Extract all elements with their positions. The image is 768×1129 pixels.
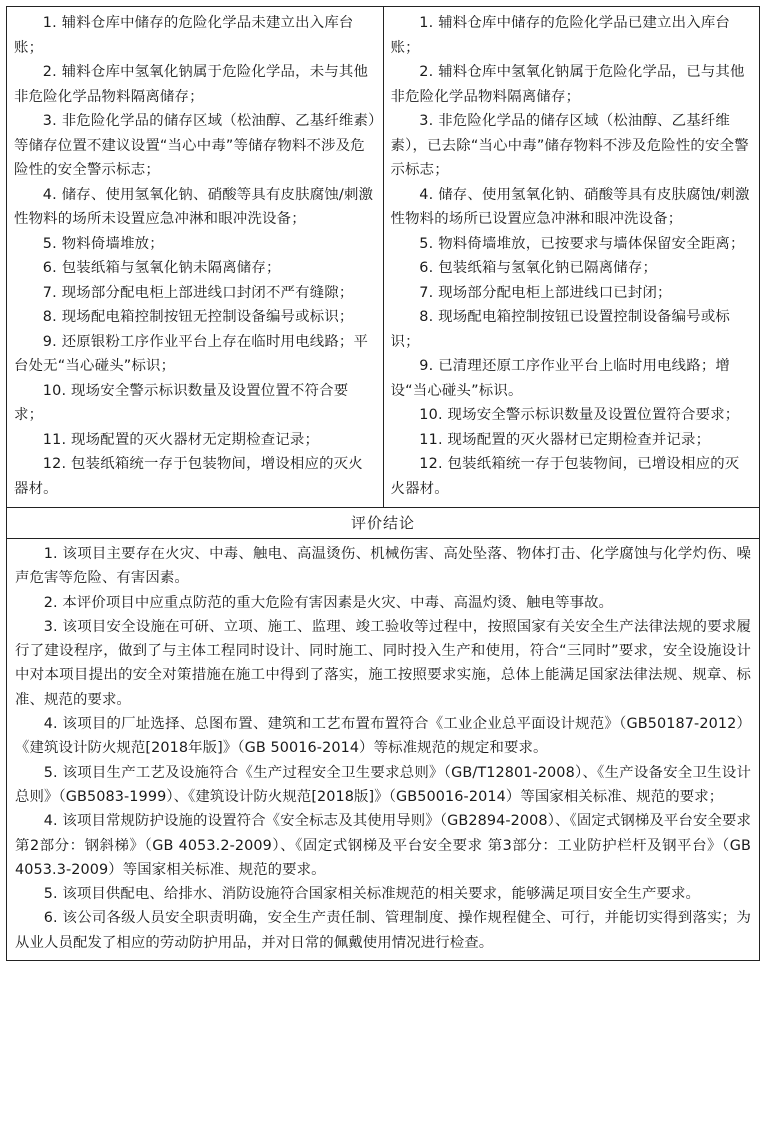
conclusion-paragraph: 2. 本评价项目中应重点防范的重大危险有害因素是火灾、中毒、高温灼烫、触电等事故。	[43, 594, 614, 611]
issue-item: 9. 还原银粉工序作业平台上存在临时用电线路；平台处无“当心碰头”标识；	[14, 333, 369, 374]
issue-item: 7. 现场部分配电柜上部进线口封闭不严有缝隙；	[42, 284, 354, 301]
rectification-row	[7, 7, 760, 508]
fix-item: 12. 包装纸箱统一存于包装物间，已增设相应的灭火器材。	[390, 456, 740, 497]
conclusion-paragraph: 5. 该项目供配电、给排水、消防设施符合国家相关标准规范的相关要求，能够满足项目安全生产要求。	[43, 886, 700, 903]
issue-item: 12. 包装纸箱统一存于包装物间，增设相应的灭火器材。	[14, 456, 363, 497]
issue-item: 2. 辅料仓库中氢氧化钠属于危险化学品，未与其他非危险化学品物料隔离储存；	[14, 64, 369, 105]
issue-item: 10. 现场安全警示标识数量及设置位置不符合要求；	[14, 382, 349, 423]
fix-item: 6. 包装纸箱与氢氧化钠已隔离储存；	[419, 260, 658, 276]
fix-item: 8. 现场配电箱控制按钮已设置控制设备编号或标识；	[390, 309, 731, 350]
fix-item: 2. 辅料仓库中氢氧化钠属于危险化学品，已与其他非危险化学品物料隔离储存；	[390, 64, 745, 105]
conclusion-paragraph: 3. 该项目安全设施在可研、立项、施工、监理、竣工验收等过程中，按照国家有关安全生产法律法规的要求履行了建设程序，做到了与主体工程同时设计、同时施工、同时投入生产和使用，符合“三同时”要求，安全设施设计中对本项目提出的安全对策措施在施工中得到了落实，施工按照要求实施，总体上能满足国家法律法规、规章、标准、规范的要求。	[15, 618, 751, 708]
fix-item: 1. 辅料仓库中储存的危险化学品已建立出入库台账；	[390, 15, 731, 56]
conclusion-paragraph: 4. 该项目的厂址选择、总图布置、建筑和工艺布置布置符合《工业企业总平面设计规范》（GB50187-2012）《建筑设计防火规范[2018年版]》（GB 50016-2014）等标准规范的规定和要求。	[15, 716, 751, 757]
conclusion-paragraph: 1. 该项目主要存在火灾、中毒、触电、高温烫伤、机械伤害、高处坠落、物体打击、化学腐蚀与化学灼伤、噪声危害等危险、有害因素。	[15, 546, 751, 587]
conclusion-paragraph: 6. 该公司各级人员安全职责明确，安全生产责任制、管理制度、操作规程健全、可行，并能切实得到落实；为从业人员配发了相应的劳动防护用品，并对日常的佩戴使用情况进行检查。	[15, 910, 751, 951]
fix-item: 7. 现场部分配电柜上部进线口已封闭；	[419, 284, 672, 301]
fix-item: 5. 物料倚墙堆放，已按要求与墙体保留安全距离；	[419, 235, 745, 252]
document-page	[6, 6, 760, 961]
fixes-column	[383, 7, 760, 508]
fix-item: 11. 现场配置的灭火器材已定期检查并记录；	[419, 431, 711, 448]
issue-item: 5. 物料倚墙堆放；	[42, 235, 164, 252]
issue-item: 6. 包装纸箱与氢氧化钠未隔离储存；	[42, 260, 281, 276]
conclusion-paragraph: 5. 该项目生产工艺及设施符合《生产过程安全卫生要求总则》（GB/T12801-2008）、《生产设备安全卫生设计总则》（GB5083-1999）、《建筑设计防火规范[2018版]》（GB50016-2014）等国家相关标准、规范的要求；	[15, 764, 751, 805]
fix-item: 3. 非危险化学品的储存区域（松油醇、乙基纤维素），已去除“当心中毒”储存物料不涉及危险性的安全警示标志；	[390, 113, 749, 178]
issue-item: 4. 储存、使用氢氧化钠、硝酸等具有皮肤腐蚀/刺激性物料的场所未设置应急冲淋和眼冲洗设备；	[14, 186, 374, 227]
conclusion-paragraph: 4. 该项目常规防护设施的设置符合《安全标志及其使用导则》（GB2894-2008）、《固定式钢梯及平台安全要求第2部分：钢斜梯》（GB 4053.2-2009）、《固定式钢梯及平台安全要求 第3部分：工业防护栏杆及钢平台》（GB 4053.3-2009）等国家相关标准、规范的要求。	[15, 813, 751, 878]
conclusion-body	[6, 539, 760, 961]
issue-item: 11. 现场配置的灭火器材无定期检查记录；	[42, 431, 320, 448]
issues-column	[7, 7, 384, 508]
issue-item: 3. 非危险化学品的储存区域（松油醇、乙基纤维素）等储存位置不建议设置“当心中毒”等储存物料不涉及危险性的安全警示标志；	[14, 113, 376, 178]
fix-item: 9. 已清理还原工序作业平台上临时用电线路；增设“当心碰头”标识。	[390, 358, 731, 399]
conclusion-heading: 评价结论	[6, 508, 760, 539]
fix-item: 10. 现场安全警示标识数量及设置位置符合要求；	[419, 407, 740, 423]
fix-item: 4. 储存、使用氢氧化钠、硝酸等具有皮肤腐蚀/刺激性物料的场所已设置应急冲淋和眼冲洗设备；	[390, 186, 750, 227]
issue-item: 1. 辅料仓库中储存的危险化学品未建立出入库台账；	[14, 15, 354, 56]
rectification-table	[6, 6, 760, 508]
issue-item: 8. 现场配电箱控制按钮无控制设备编号或标识；	[42, 309, 354, 325]
